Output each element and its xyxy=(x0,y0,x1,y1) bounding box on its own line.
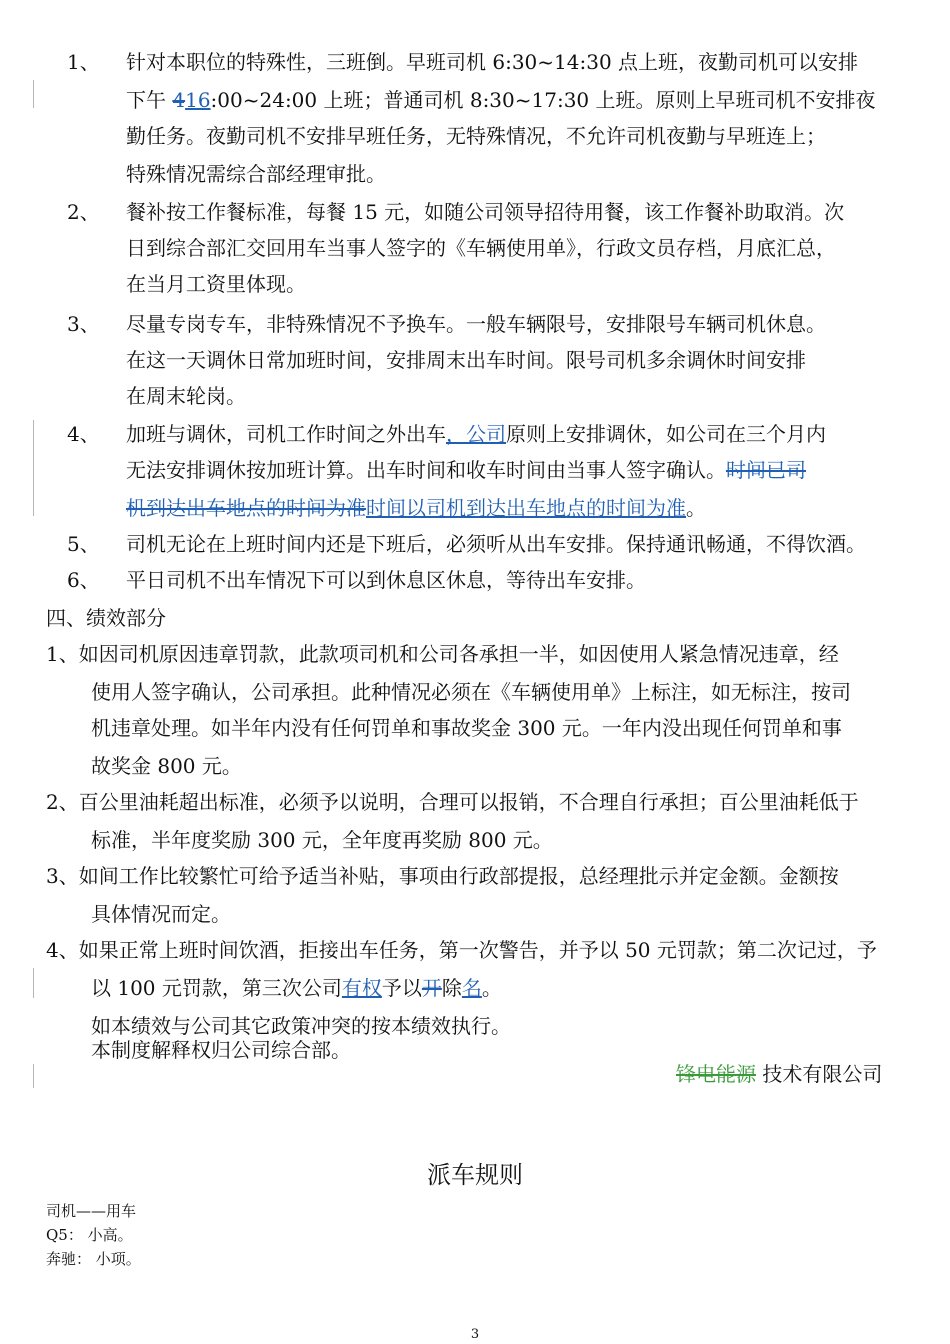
inserted-text: ，公司 xyxy=(446,422,506,446)
text-run: 司机无论在上班时间内还是下班后，必须听从出车安排。保持通讯畅通，不得饮酒。 xyxy=(126,532,866,556)
text-run: 1、如因司机原因违章罚款，此款项司机和公司各承担一半，如因使用人紧急情况违章，经 xyxy=(46,642,839,666)
text-run: 机违章处理。如半年内没有任何罚单和事故奖金 300 元。一年内没出现任何罚单和事 xyxy=(91,716,842,740)
list-item-line xyxy=(126,160,386,188)
list-item-line xyxy=(46,936,877,964)
list-item-number: 6、 xyxy=(67,568,100,592)
inserted-text: 时间以司机到达出车地点的时间为准 xyxy=(366,496,686,520)
list-item-line xyxy=(91,826,553,854)
text-run: 具体情况而定。 xyxy=(91,902,231,926)
text-run: 在这一天调休日常加班时间，安排周末出车时间。限号司机多余调休时间安排 xyxy=(126,348,806,372)
deleted-text: 时间已司 xyxy=(726,458,806,482)
change-bar xyxy=(33,80,34,108)
text-run: 加班与调休，司机工作时间之外出车 xyxy=(126,422,446,446)
closing-line-1: 如本绩效与公司其它政策冲突的按本绩效执行。 xyxy=(91,1014,511,1038)
list-item-line xyxy=(126,566,646,594)
list-item-number: 3、 xyxy=(67,312,100,336)
list-item-line xyxy=(126,494,706,522)
inserted-text: 有权 xyxy=(341,976,382,1000)
text-run: 下午 xyxy=(126,88,173,112)
dispatch-title: 派车规则 xyxy=(427,1161,523,1189)
list-item-line xyxy=(46,788,859,816)
text-run: 尽量专岗专车，非特殊情况不予换车。一般车辆限号，安排限号车辆司机休息。 xyxy=(126,312,826,336)
deleted-text: 4 xyxy=(172,88,186,112)
list-item-number: 2、 xyxy=(67,200,100,224)
text-run: 。 xyxy=(481,976,502,1000)
text-run: 。 xyxy=(686,496,706,520)
change-bar xyxy=(33,420,34,516)
text-run: 予以 xyxy=(381,976,422,1000)
list-item-line xyxy=(91,678,851,706)
text-run: 在周末轮岗。 xyxy=(126,384,246,408)
section4-heading: 四、绩效部分 xyxy=(46,606,166,630)
company-signature xyxy=(676,1060,882,1088)
text-run: 以 100 元罚款，第三次公司 xyxy=(91,976,342,1000)
closing-line-2: 本制度解释权归公司综合部。 xyxy=(91,1038,351,1062)
text-run: 使用人签字确认，公司承担。此种情况必须在《车辆使用单》上标注，如无标注，按司 xyxy=(91,680,851,704)
list-item-line xyxy=(126,420,826,448)
text-run: 3、如间工作比较繁忙可给予适当补贴，事项由行政部提报，总经理批示并定金额。金额按 xyxy=(46,864,839,888)
company-name-deleted: 锋电能源 xyxy=(676,1062,756,1086)
text-run: 4、如果正常上班时间饮酒，拒接出车任务，第一次警告，并予以 50 元罚款；第二次记过，予 xyxy=(46,938,877,962)
text-run: 勤任务。夜勤司机不安排早班任务，无特殊情况，不允许司机夜勤与早班连上； xyxy=(126,124,826,148)
list-item-line xyxy=(126,310,826,338)
change-bar xyxy=(33,968,34,998)
list-item-line xyxy=(126,122,826,150)
list-item-line xyxy=(126,346,806,374)
list-item-line xyxy=(46,862,839,890)
deleted-text: 机到达出车地点的时间为准 xyxy=(126,496,366,520)
list-item-number: 4、 xyxy=(67,422,100,446)
list-item-line xyxy=(91,714,842,742)
inserted-text: 名 xyxy=(461,976,482,1000)
list-item-line xyxy=(91,974,502,1002)
list-item-line xyxy=(126,48,858,76)
list-item-line xyxy=(91,752,242,780)
list-item-line xyxy=(126,86,876,114)
company-name-rest: 技术有限公司 xyxy=(756,1062,883,1086)
list-item-number: 5、 xyxy=(67,532,100,556)
dispatch-line: 奔驰： 小项。 xyxy=(46,1250,141,1268)
inserted-text: 16 xyxy=(185,88,211,112)
dispatch-line: 司机——用车 xyxy=(46,1202,137,1220)
text-run: 2、百公里油耗超出标准，必须予以说明，合理可以报销，不合理自行承担；百公里油耗低于 xyxy=(46,790,859,814)
text-run: 故奖金 800 元。 xyxy=(91,754,242,778)
text-run: 日到综合部汇交回用车当事人签字的《车辆使用单》，行政文员存档，月底汇总， xyxy=(126,236,836,260)
list-item-line xyxy=(126,270,306,298)
text-run: 餐补按工作餐标准，每餐 15 元，如随公司领导招待用餐，该工作餐补助取消。次 xyxy=(126,200,845,224)
page-number: 3 xyxy=(470,1327,480,1342)
text-run: 原则上安排调休，如公司在三个月内 xyxy=(506,422,826,446)
change-bar xyxy=(33,1064,34,1088)
text-run: 特殊情况需综合部经理审批。 xyxy=(126,162,386,186)
list-item-line xyxy=(91,900,231,928)
text-run: 平日司机不出车情况下可以到休息区休息，等待出车安排。 xyxy=(126,568,646,592)
text-run: 无法安排调休按加班计算。出车时间和收车时间由当事人签字确认。 xyxy=(126,458,726,482)
list-item-number: 1、 xyxy=(67,50,100,74)
list-item-line xyxy=(126,530,866,558)
deleted-text: 开 xyxy=(421,976,442,1000)
text-run: 针对本职位的特殊性，三班倒。早班司机 6:30~14:30 点上班，夜勤司机可以安排 xyxy=(126,50,859,74)
list-item-line xyxy=(126,456,806,484)
list-item-line xyxy=(126,198,844,226)
text-run: 在当月工资里体现。 xyxy=(126,272,306,296)
list-item-line xyxy=(46,640,839,668)
list-item-line xyxy=(126,234,836,262)
list-item-line xyxy=(126,382,246,410)
text-run: 除 xyxy=(441,976,462,1000)
dispatch-line: Q5： 小高。 xyxy=(46,1226,133,1244)
text-run: 标准，半年度奖励 300 元，全年度再奖励 800 元。 xyxy=(91,828,553,852)
text-run: :00~24:00 上班；普通司机 8:30~17:30 上班。原则上早班司机不安排夜 xyxy=(210,88,876,112)
